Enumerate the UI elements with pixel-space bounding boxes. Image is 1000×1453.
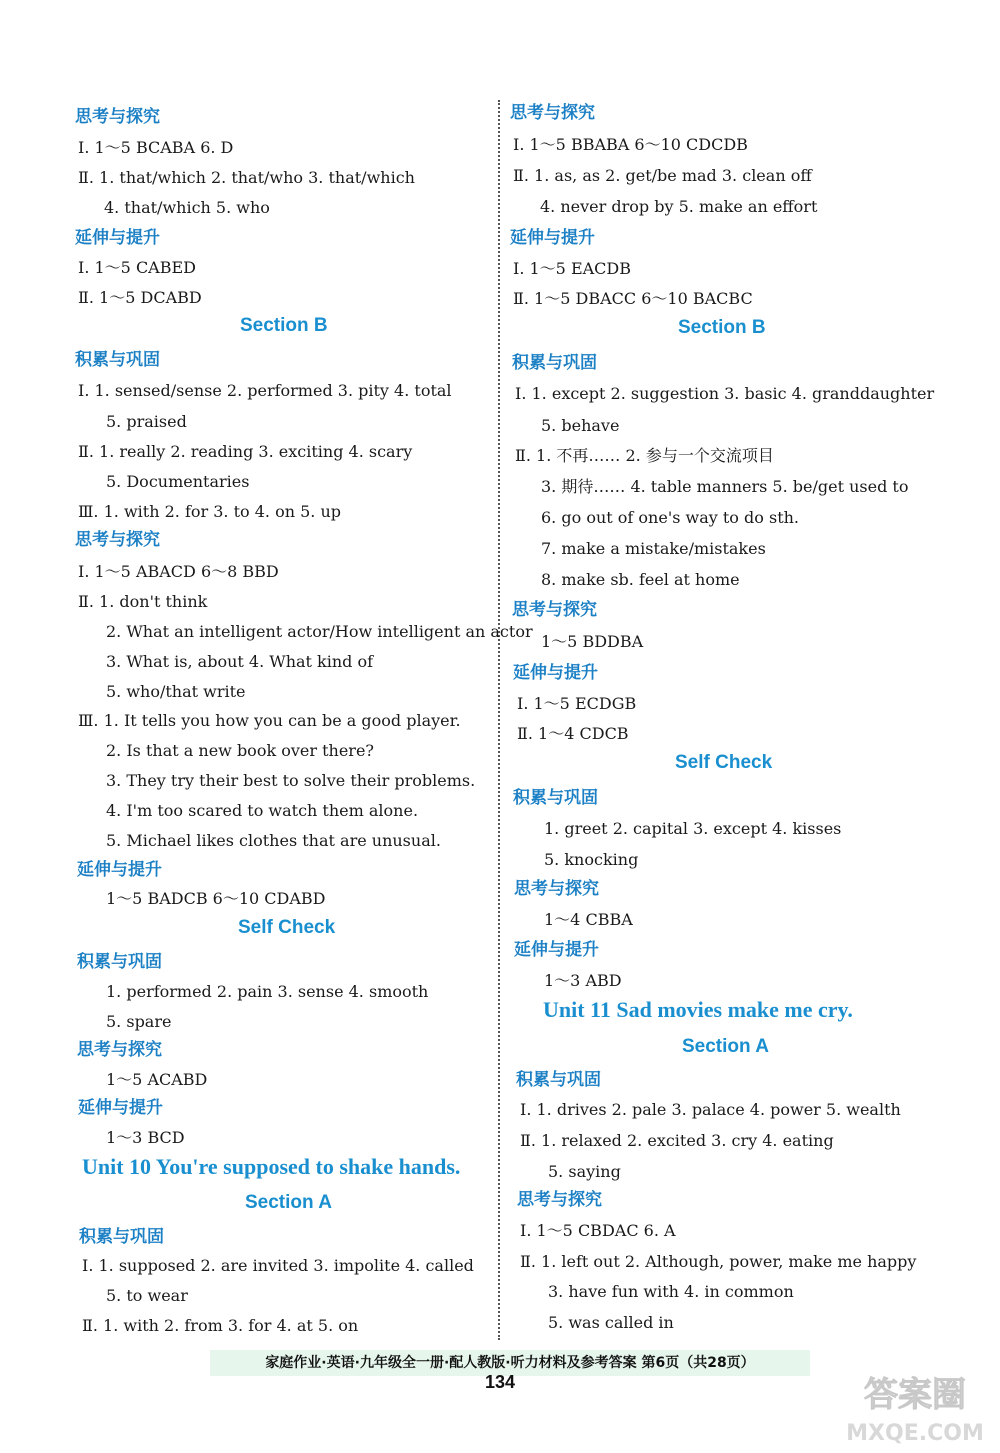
right-answer-line-9: Ⅰ. 1. except 2. suggestion 3. basic 4. granddaughter xyxy=(515,384,935,403)
left-section-title-27: Self Check xyxy=(238,917,336,938)
left-section-title-36: Section A xyxy=(245,1192,332,1213)
right-section-heading-31: 积累与巩固 xyxy=(516,1070,601,1090)
right-answer-line-17: 1～5 BDDBA xyxy=(541,632,644,651)
right-section-title-21: Self Check xyxy=(675,752,773,773)
right-answer-line-2: Ⅱ. 1. as, as 2. get/be mad 3. clean off xyxy=(513,166,812,185)
left-answer-line-38: Ⅰ. 1. supposed 2. are invited 3. impolite 4. called xyxy=(82,1256,474,1275)
right-answer-line-3: 4. never drop by 5. make an effort xyxy=(540,197,818,216)
right-answer-line-10: 5. behave xyxy=(541,416,620,435)
right-section-heading-35: 思考与探究 xyxy=(517,1190,602,1210)
right-answer-line-34: 5. saying xyxy=(548,1162,621,1181)
left-answer-line-3: 4. that/which 5. who xyxy=(104,198,270,217)
right-answer-line-37: Ⅱ. 1. left out 2. Although, power, make me happy xyxy=(520,1252,917,1271)
right-unit-title-29: Unit 11 Sad movies make me cry. xyxy=(543,997,853,1022)
right-answer-line-1: Ⅰ. 1～5 BBABA 6～10 CDCDB xyxy=(513,135,748,154)
right-section-title-30: Section A xyxy=(682,1036,769,1057)
right-answer-line-11: Ⅱ. 1. 不再…… 2. 参与一个交流项目 xyxy=(515,446,774,465)
right-answer-line-32: Ⅰ. 1. drives 2. pale 3. palace 4. power 5. wealth xyxy=(520,1100,901,1119)
left-answer-line-10: 5. praised xyxy=(106,412,187,431)
left-section-heading-33: 延伸与提升 xyxy=(78,1098,163,1118)
left-answer-line-5: Ⅰ. 1～5 CABED xyxy=(78,258,197,277)
left-answer-line-26: 1～5 BADCB 6～10 CDABD xyxy=(106,889,326,908)
left-section-heading-4: 延伸与提升 xyxy=(75,228,160,248)
page-number: 134 xyxy=(484,1372,516,1392)
left-unit-title-35: Unit 10 You're supposed to shake hands. xyxy=(82,1154,461,1179)
left-section-heading-25: 延伸与提升 xyxy=(77,860,162,880)
left-answer-line-2: Ⅱ. 1. that/which 2. that/who 3. that/which xyxy=(78,168,415,187)
page-footer: 家庭作业·英语·九年级全一册·配人教版·听力材料及参考答案 第6页（共28页） xyxy=(210,1350,810,1376)
left-answer-line-12: 5. Documentaries xyxy=(106,472,250,491)
left-section-heading-31: 思考与探究 xyxy=(77,1040,162,1060)
left-answer-line-16: Ⅱ. 1. don't think xyxy=(78,592,208,611)
left-section-heading-0: 思考与探究 xyxy=(75,107,160,127)
right-answer-line-38: 3. have fun with 4. in common xyxy=(548,1282,794,1301)
left-answer-line-30: 5. spare xyxy=(106,1012,172,1031)
left-answer-line-1: Ⅰ. 1～5 BCABA 6. D xyxy=(78,138,234,157)
right-section-heading-16: 思考与探究 xyxy=(512,600,597,620)
watermark-logo xyxy=(840,1358,990,1448)
right-answer-line-19: Ⅰ. 1～5 ECDGB xyxy=(517,694,637,713)
left-answer-line-22: 3. They try their best to solve their problems. xyxy=(106,771,476,790)
left-section-heading-14: 思考与探究 xyxy=(75,530,160,550)
right-section-heading-0: 思考与探究 xyxy=(510,103,595,123)
right-section-heading-25: 思考与探究 xyxy=(514,879,599,899)
right-section-heading-27: 延伸与提升 xyxy=(514,940,599,960)
left-section-title-7: Section B xyxy=(240,315,328,336)
left-answer-line-29: 1. performed 2. pain 3. sense 4. smooth xyxy=(106,982,429,1001)
left-answer-line-9: Ⅰ. 1. sensed/sense 2. performed 3. pity 4. total xyxy=(78,381,452,400)
right-answer-line-20: Ⅱ. 1～4 CDCB xyxy=(517,724,629,743)
left-answer-line-17: 2. What an intelligent actor/How intelligent an actor xyxy=(106,622,533,641)
right-answer-line-5: Ⅰ. 1～5 EACDB xyxy=(513,259,632,278)
left-answer-line-32: 1～5 ACABD xyxy=(106,1070,208,1089)
right-answer-line-13: 6. go out of one's way to do sth. xyxy=(541,508,800,527)
column-divider xyxy=(498,100,500,1340)
right-answer-line-26: 1～4 CBBA xyxy=(544,910,633,929)
left-answer-line-15: Ⅰ. 1～5 ABACD 6～8 BBD xyxy=(78,562,279,581)
watermark-bottom: MXQE.COM xyxy=(846,1421,984,1446)
right-section-title-7: Section B xyxy=(678,317,766,338)
right-answer-line-15: 8. make sb. feel at home xyxy=(541,570,740,589)
right-answer-line-6: Ⅱ. 1～5 DBACC 6～10 BACBC xyxy=(513,289,753,308)
right-section-heading-18: 延伸与提升 xyxy=(513,663,598,683)
left-section-heading-28: 积累与巩固 xyxy=(77,952,162,972)
left-answer-line-6: Ⅱ. 1～5 DCABD xyxy=(78,288,202,307)
right-answer-line-28: 1～3 ABD xyxy=(544,971,622,990)
left-answer-line-40: Ⅱ. 1. with 2. from 3. for 4. at 5. on xyxy=(82,1316,359,1335)
left-answer-line-39: 5. to wear xyxy=(106,1286,188,1305)
right-answer-line-24: 5. knocking xyxy=(544,850,639,869)
left-answer-line-24: 5. Michael likes clothes that are unusual. xyxy=(106,831,441,850)
right-answer-line-36: Ⅰ. 1～5 CBDAC 6. A xyxy=(520,1221,676,1240)
right-answer-line-23: 1. greet 2. capital 3. except 4. kisses xyxy=(544,819,842,838)
left-answer-line-19: 5. who/that write xyxy=(106,682,246,701)
right-answer-line-12: 3. 期待…… 4. table manners 5. be/get used to xyxy=(541,477,909,496)
right-section-heading-4: 延伸与提升 xyxy=(510,228,595,248)
left-answer-line-21: 2. Is that a new book over there? xyxy=(106,741,374,760)
left-answer-line-20: Ⅲ. 1. It tells you how you can be a good player. xyxy=(78,711,461,730)
right-section-heading-8: 积累与巩固 xyxy=(512,353,597,373)
left-answer-line-23: 4. I'm too scared to watch them alone. xyxy=(106,801,419,820)
right-answer-line-33: Ⅱ. 1. relaxed 2. excited 3. cry 4. eating xyxy=(520,1131,834,1150)
left-answer-line-13: Ⅲ. 1. with 2. for 3. to 4. on 5. up xyxy=(78,502,341,521)
right-section-heading-22: 积累与巩固 xyxy=(513,788,598,808)
watermark-top: 答案圈 xyxy=(864,1375,966,1415)
left-answer-line-18: 3. What is, about 4. What kind of xyxy=(106,652,374,671)
left-section-heading-8: 积累与巩固 xyxy=(75,350,160,370)
left-answer-line-34: 1～3 BCD xyxy=(106,1128,185,1147)
left-answer-line-11: Ⅱ. 1. really 2. reading 3. exciting 4. scary xyxy=(78,442,413,461)
right-answer-line-39: 5. was called in xyxy=(548,1313,674,1332)
right-answer-line-14: 7. make a mistake/mistakes xyxy=(541,539,766,558)
left-section-heading-37: 积累与巩固 xyxy=(79,1227,164,1247)
